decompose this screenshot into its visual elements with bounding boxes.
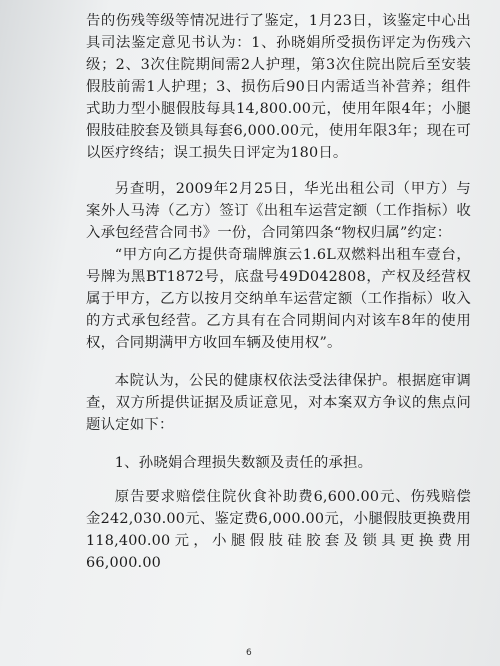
paragraph-plaintiff-claims: 原告要求赔偿住院伙食补助费6,600.00元、伤残赔偿金242,030.00元、鉴定费6,000.00元，小腿假肢更换费用118,400.00元，小腿假肢硅胶套及锁具更换费用66,000.00 [86,489,471,571]
paragraph-further-finding: 另查明，2009年2月25日，华光出租公司（甲方）与案外人马涛（乙方）签订《出租车运营定额（工作指标）收入承包经营合同书》一份，合同第四条“物权归属”约定： [86,181,471,241]
page-number: 6 [246,648,252,658]
paragraph-court-opinion: 本院认为，公民的健康权依法受法律保护。根据庭审调查，双方所提供证据及质证意见，对本案双方争议的焦点问题认定如下： [86,373,471,433]
section-heading-loss: 1、孙晓娟合理损失数额及责任的承担。 [114,455,373,471]
paragraph-contract-quote: “甲方向乙方提供奇瑞牌旗云1.6L双燃料出租车壹台，号牌为黑BT1872号，底盘号49D042808，产权及经营权属于甲方，乙方以按月交纳单车运营定额（工作指标）收入的方式承包经营。乙方具有在合同期间内对该车8年的使用权，合同期满甲方收回车辆及使用权”。 [86,247,471,351]
paragraph-appraisal: 告的伤残等级等情况进行了鉴定，1月23日，该鉴定中心出具司法鉴定意见书认为：1、孙晓娟所受损伤评定为伤残六级；2、3次住院期间需2人护理，第3次住院出院后至安装假肢前需1人护理；3、损伤后90日内需适当补营养；组件式助力型小腿假肢每具14,800.00元，使用年限4年；小腿假肢硅胶套及锁具每套6,000.00元，使用年限3年；现在可以医疗终结；误工损失日评定为180日。 [86,13,471,161]
document-body [86,10,471,574]
